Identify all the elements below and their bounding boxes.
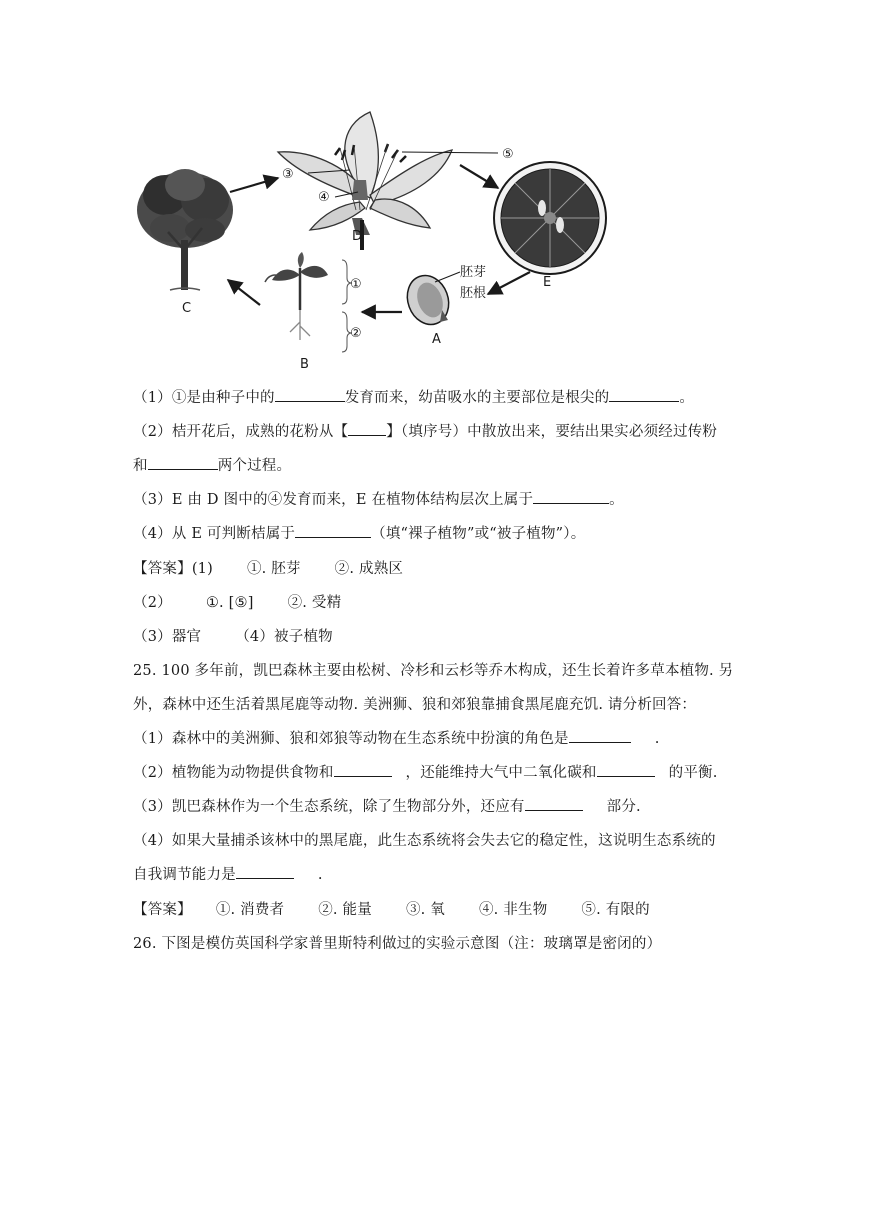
pointer-plumule xyxy=(435,272,460,282)
q25-ans-b: ②. 能量 xyxy=(318,902,372,918)
life-cycle-diagram xyxy=(130,100,750,380)
answer-tag: 【答案】 xyxy=(133,561,192,577)
flower-d-illustration xyxy=(278,112,452,250)
blank xyxy=(569,728,631,743)
blank xyxy=(334,762,392,777)
blank xyxy=(533,489,609,504)
label-e: E xyxy=(543,275,552,290)
q24-ans1-b: ①. 胚芽 xyxy=(246,561,301,577)
fruit-e-illustration xyxy=(494,162,606,274)
q25-ans-d: ④. 非生物 xyxy=(478,902,548,918)
q25-l7-text-b: . xyxy=(317,867,323,883)
q25-l3-text-b: . xyxy=(654,731,660,747)
label-a: A xyxy=(432,332,441,347)
q25-line-3 xyxy=(133,727,660,748)
q26-line-1: 26. 下图是模仿英国科学家普里斯特利做过的实验示意图（注：玻璃罩是密闭的） xyxy=(133,936,662,952)
q24-l1-text-c: 。 xyxy=(679,390,695,406)
blank xyxy=(609,387,679,402)
answer-tag: 【答案】 xyxy=(133,902,192,918)
q25-l4-text-b: ，还能维持大气中二氧化碳和 xyxy=(405,765,597,781)
label-p2: ② xyxy=(350,326,362,341)
q25-answer xyxy=(133,898,650,919)
q24-ans2-b: ①. [⑤] xyxy=(205,595,254,611)
q25-line-6: （4）如果大量捕杀该林中的黑尾鹿，此生态系统将会失去它的稳定性，这说明生态系统的 xyxy=(133,833,716,849)
q25-line-2: 外，森林中还生活着黑尾鹿等动物. 美洲狮、狼和郊狼靠捕食黑尾鹿充饥. 请分析回答： xyxy=(133,697,697,713)
label-radicle: 胚根 xyxy=(460,286,487,301)
blank xyxy=(597,762,655,777)
q25-ans-a: ①. 消费者 xyxy=(215,902,285,918)
q25-ans-c: ③. 氧 xyxy=(405,902,445,918)
q25-l5-text-a: （3）凯巴森林作为一个生态系统，除了生物部分外，还应有 xyxy=(133,799,525,815)
q24-l3-text-b: 两个过程。 xyxy=(217,458,292,474)
q24-l2-text-b: 】（填序号）中散放出来，要结出果实必须经过传粉 xyxy=(386,424,718,440)
q24-answer-1 xyxy=(133,557,403,578)
blank xyxy=(148,455,218,470)
q24-answer-3 xyxy=(133,625,333,646)
arrow-d-to-e xyxy=(460,165,498,188)
arrow-c-to-d xyxy=(230,178,278,192)
q25-l3-text-a: （1）森林中的美洲狮、狼和郊狼等动物在生态系统中扮演的角色是 xyxy=(133,731,569,747)
q24-l5-text-a: （4）从 E 可判断桔属于 xyxy=(133,526,296,542)
label-p1: ① xyxy=(350,277,362,292)
q24-ans3-a: （3）器官 xyxy=(133,629,202,645)
blank xyxy=(525,796,583,811)
q24-l3-text-a: 和 xyxy=(133,458,148,474)
label-p3: ③ xyxy=(282,167,294,182)
tree-c-illustration xyxy=(137,169,233,290)
q24-ans1-c: ②. 成熟区 xyxy=(334,561,404,577)
seed-a-illustration xyxy=(401,270,456,331)
q24-l5-text-b: （填“裸子植物”或“被子植物”）。 xyxy=(371,526,586,542)
label-p4: ④ xyxy=(318,190,330,205)
plant-life-cycle-figure xyxy=(130,100,750,380)
q25-line-4 xyxy=(133,761,718,782)
blank xyxy=(348,421,386,436)
q24-line-4 xyxy=(133,488,624,509)
q25-line-5 xyxy=(133,795,641,816)
q24-line-3 xyxy=(133,454,291,475)
pointer-5 xyxy=(402,152,498,153)
arrow-b-to-c xyxy=(228,280,260,305)
seedling-b-illustration xyxy=(265,252,328,340)
label-d: D xyxy=(352,229,363,244)
q25-ans-e: ⑤. 有限的 xyxy=(581,902,650,918)
q24-l2-text-a: （2）桔开花后，成熟的花粉从【 xyxy=(133,424,349,440)
label-c: C xyxy=(182,301,192,316)
q24-l1-text-b: 发育而来，幼苗吸水的主要部位是根尖的 xyxy=(344,390,610,406)
q24-l1-text-a: （1）①是由种子中的 xyxy=(133,390,275,406)
q24-line-1 xyxy=(133,386,694,407)
q25-l7-text-a: 自我调节能力是 xyxy=(133,867,236,883)
q24-line-5 xyxy=(133,522,585,543)
label-p5: ⑤ xyxy=(502,147,514,162)
blank xyxy=(236,864,294,879)
q24-ans2-a: （2） xyxy=(133,595,172,611)
q24-l4-text-a: （3）E 由 D 图中的④发育而来，E 在植物体结构层次上属于 xyxy=(133,492,534,508)
blank xyxy=(275,387,345,402)
q25-line-7 xyxy=(133,863,323,884)
q24-ans1-a: (1) xyxy=(191,561,213,577)
q24-l4-text-b: 。 xyxy=(609,492,624,508)
q25-l4-text-c: 的平衡. xyxy=(668,765,718,781)
label-plumule: 胚芽 xyxy=(460,265,487,280)
q24-ans2-c: ②. 受精 xyxy=(287,595,342,611)
label-b: B xyxy=(300,357,309,372)
q24-answer-2 xyxy=(133,591,341,612)
arrow-e-to-a xyxy=(488,272,530,294)
blank xyxy=(295,523,371,538)
q24-ans3-b: （4）被子植物 xyxy=(235,629,333,645)
q25-line-1: 25. 100 多年前，凯巴森林主要由松树、冷杉和云杉等乔木构成，还生长着许多草本植物. 另 xyxy=(133,663,734,679)
q25-l4-text-a: （2）植物能为动物提供食物和 xyxy=(133,765,334,781)
q24-line-2 xyxy=(133,420,717,441)
q25-l5-text-b: 部分. xyxy=(606,799,641,815)
